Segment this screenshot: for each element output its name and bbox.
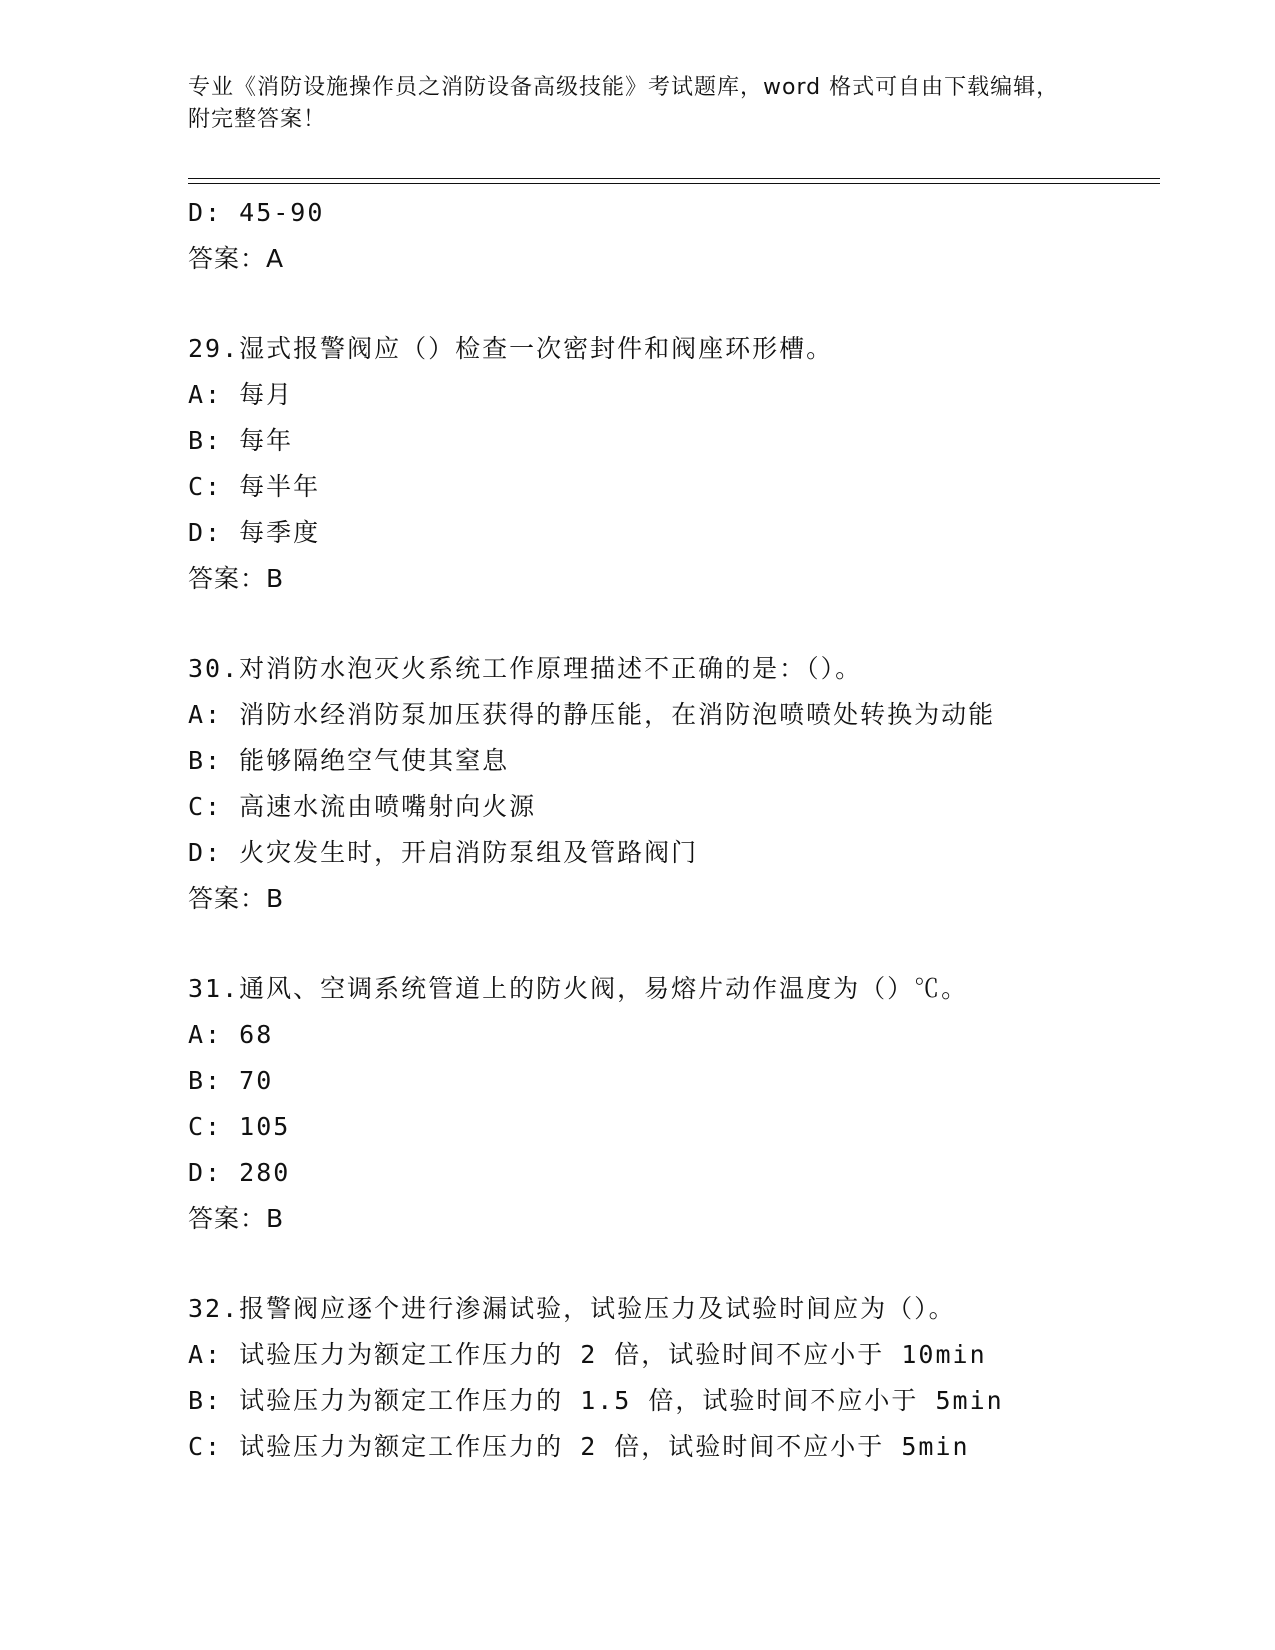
option-d: D: 45-90 bbox=[188, 198, 325, 227]
document-header: 专业《消防设施操作员之消防设备高级技能》考试题库，word 格式可自由下载编辑，附完整答案！ bbox=[188, 75, 1060, 132]
question-list bbox=[188, 190, 1168, 1470]
answer: 答案：B bbox=[188, 564, 285, 593]
option-c: C: 试验压力为额定工作压力的 2 倍，试验时间不应小于 5min bbox=[188, 1432, 970, 1461]
question-stem: 32.报警阀应逐个进行渗漏试验，试验压力及试验时间应为（）。 bbox=[188, 1294, 956, 1323]
answer: 答案：A bbox=[188, 244, 285, 273]
option-c: C: 105 bbox=[188, 1112, 291, 1141]
option-b: B: 每年 bbox=[188, 426, 294, 455]
option-b: B: 能够隔绝空气使其窒息 bbox=[188, 746, 510, 775]
option-d: D: 280 bbox=[188, 1158, 291, 1187]
header-divider-top bbox=[188, 178, 1160, 179]
option-b: B: 试验压力为额定工作压力的 1.5 倍，试验时间不应小于 5min bbox=[188, 1386, 1004, 1415]
option-a: A: 试验压力为额定工作压力的 2 倍，试验时间不应小于 10min bbox=[188, 1340, 987, 1369]
option-d: D: 火灾发生时，开启消防泵组及管路阀门 bbox=[188, 838, 699, 867]
answer: 答案：B bbox=[188, 1204, 285, 1233]
option-d: D: 每季度 bbox=[188, 518, 321, 547]
option-a: A: 每月 bbox=[188, 380, 294, 409]
option-b: B: 70 bbox=[188, 1066, 274, 1095]
question-stem: 31.通风、空调系统管道上的防火阀，易熔片动作温度为（）℃。 bbox=[188, 974, 969, 1003]
option-a: A: 消防水经消防泵加压获得的静压能，在消防泡喷喷处转换为动能 bbox=[188, 700, 996, 729]
header-divider-bottom bbox=[188, 183, 1160, 184]
answer: 答案：B bbox=[188, 884, 285, 913]
option-c: C: 高速水流由喷嘴射向火源 bbox=[188, 792, 537, 821]
question-stem: 30.对消防水泡灭火系统工作原理描述不正确的是：（）。 bbox=[188, 654, 863, 683]
question-stem: 29.湿式报警阀应（）检查一次密封件和阀座环形槽。 bbox=[188, 334, 834, 363]
option-c: C: 每半年 bbox=[188, 472, 321, 501]
option-a: A: 68 bbox=[188, 1020, 274, 1049]
